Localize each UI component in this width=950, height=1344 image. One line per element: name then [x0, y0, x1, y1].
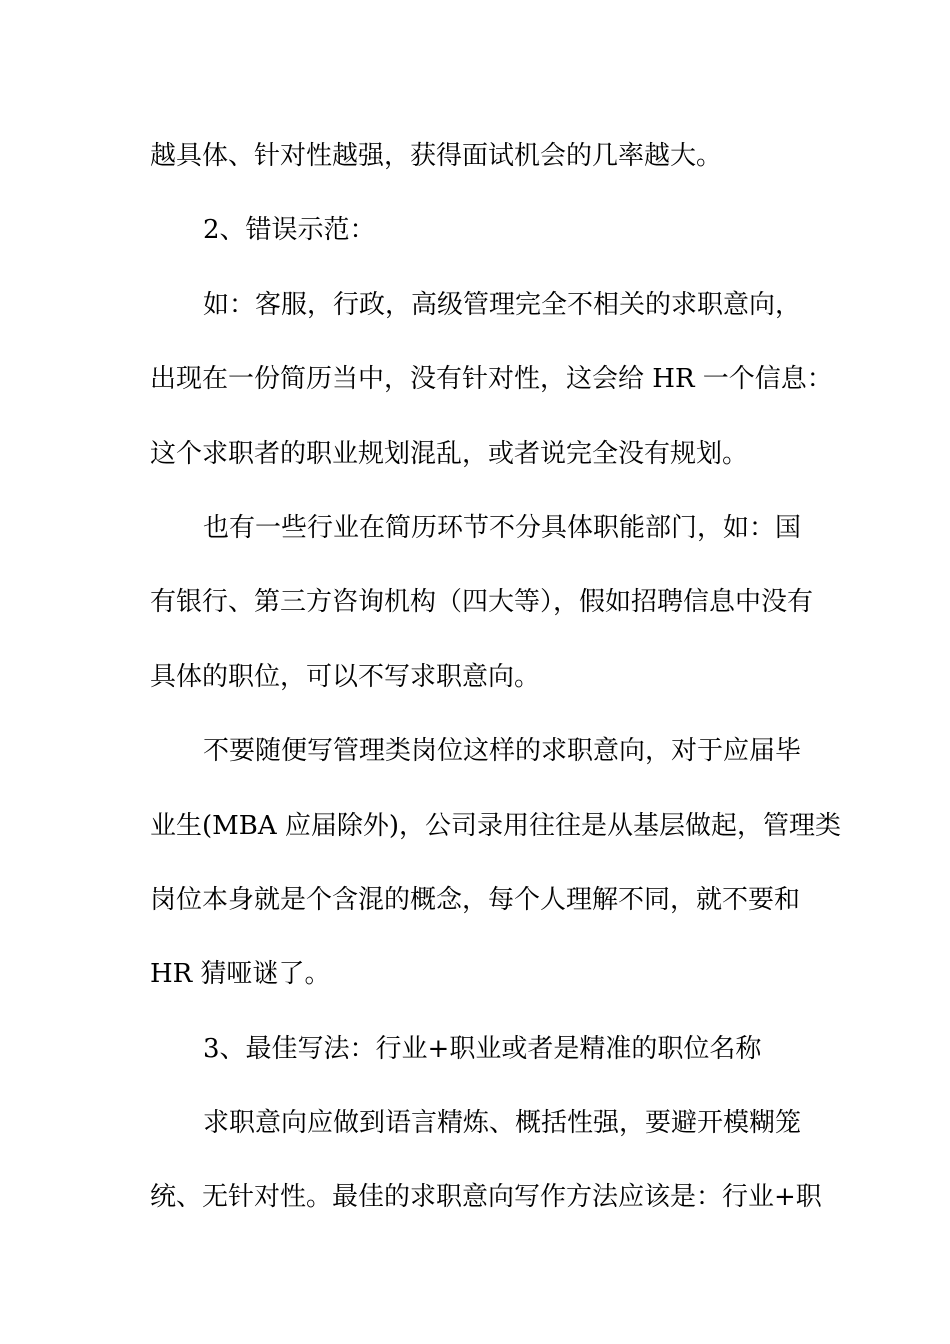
paragraph-line: 如：客服，行政，高级管理完全不相关的求职意向， [203, 289, 802, 320]
paragraph-line: 也有一些行业在简历环节不分具体职能部门，如：国 [203, 512, 802, 543]
paragraph-line: 具体的职位，可以不写求职意向。 [150, 661, 541, 692]
paragraph-line: 出现在一份简历当中，没有针对性，这会给 HR 一个信息： [150, 364, 833, 395]
paragraph-line: 业生(MBA 应届除外)，公司录用往往是从基层做起，管理类 [150, 810, 842, 841]
section-heading-wrong-example: 2、错误示范： [203, 215, 376, 246]
paragraph-line: HR 猜哑谜了。 [150, 959, 331, 990]
paragraph-line: 求职意向应做到语言精炼、概括性强，要避开模糊笼 [203, 1108, 802, 1139]
paragraph-line: 这个求职者的职业规划混乱，或者说完全没有规划。 [150, 438, 749, 469]
paragraph-line: 越具体、针对性越强，获得面试机会的几率越大。 [150, 141, 723, 171]
section-heading-best-practice: 3、最佳写法：行业+职业或者是精准的职位名称 [203, 1033, 762, 1064]
paragraph-line: 不要随便写管理类岗位这样的求职意向，对于应届毕 [203, 736, 802, 767]
paragraph-line: 岗位本身就是个含混的概念，每个人理解不同，就不要和 [150, 884, 801, 915]
body-text [150, 127, 842, 1243]
paragraph-line: 有银行、第三方咨询机构（四大等），假如招聘信息中没有 [150, 587, 814, 618]
paragraph-line: 统、无针对性。最佳的求职意向写作方法应该是：行业+职 [150, 1182, 822, 1213]
